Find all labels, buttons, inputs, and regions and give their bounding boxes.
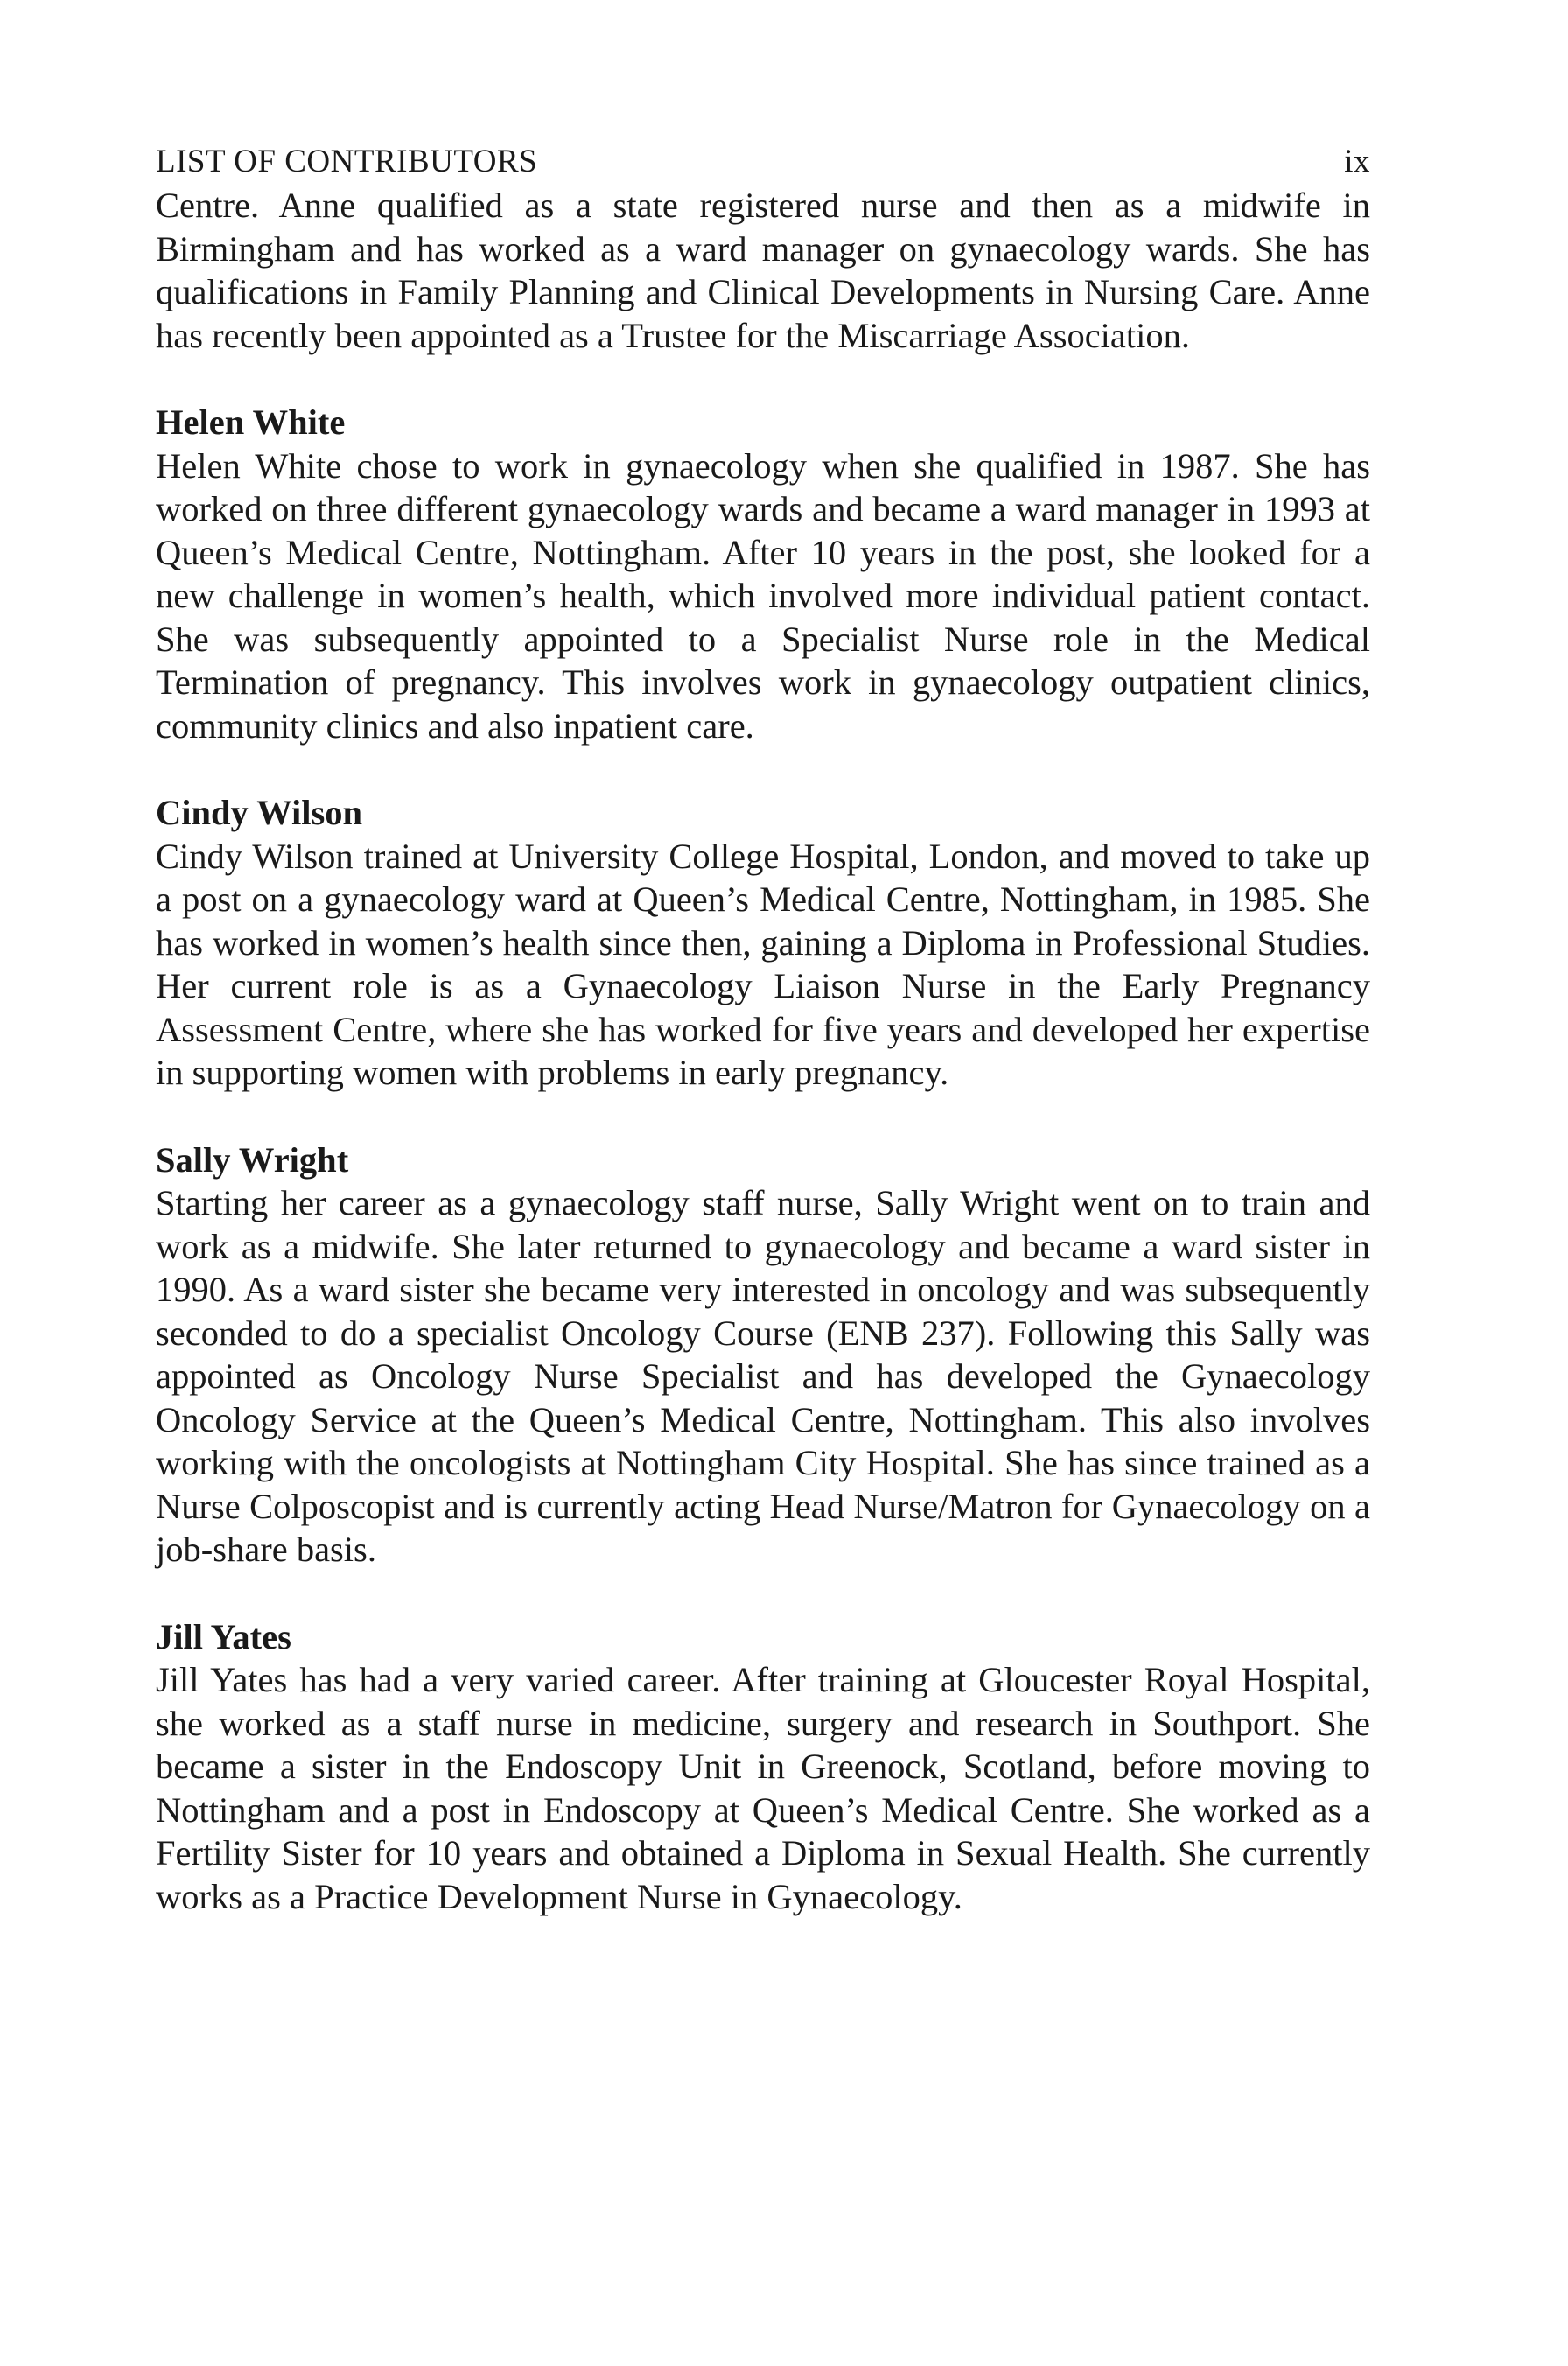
contributor-bio: Helen White chose to work in gynaecology when she qualified in 1987. She has worked on three different gynaecology wards and became a ward manager in 1993 at Queen’s Medical Centre, Nottingham. After 10 years in the post, she looked for a new challenge in women’s health, which involved more individual patient contact. She was subsequently appointed to a Specialist Nurse role in the Medical Termination of pregnancy. This involves work in gynaecology outpatient clinics, community clinics and also inpatient care. <box>156 445 1370 746</box>
running-head-title: LIST OF CONTRIBUTORS <box>156 144 538 179</box>
continuation-paragraph: Centre. Anne qualified as a state registered nurse and then as a midwife in Birmingham and has worked as a ward manager on gynaecology wards. She has qualifications in Family Planning and Clinical Developments in Nursing Care. Anne has recently been appointed as a Trustee for the Miscarriage Association. <box>156 186 1370 355</box>
page-content <box>156 140 1370 1918</box>
page-number: ix <box>1344 144 1370 179</box>
contributor-entry <box>156 1138 1370 1572</box>
contributor-entry <box>156 791 1370 1095</box>
contributor-name: Jill Yates <box>156 1616 291 1656</box>
contributor-name: Helen White <box>156 402 346 442</box>
contributor-name: Sally Wright <box>156 1139 349 1180</box>
contributor-bio: Jill Yates has had a very varied career. After training at Gloucester Royal Hospital, she worked as a staff nurse in medicine, surgery and research in Southport. She became a sister in the Endoscopy Unit in Greenock, Scotland, before moving to Nottingham and a post in Endoscopy at Queen’s Medical Centre. She worked as a Fertility Sister for 10 years and obtained a Diploma in Sexual Health. She currently works as a Practice Development Nurse in Gynaecology. <box>156 1660 1370 1916</box>
contributor-name: Cindy Wilson <box>156 793 362 832</box>
contributor-bio: Starting her career as a gynaecology staff nurse, Sally Wright went on to train and work as a midwife. She later returned to gynaecology and became a ward sister in 1990. As a ward sister she became very interested in oncology and was subsequently seconded to do a specialist Oncology Course (ENB 237). Following this Sally was appointed as Oncology Nurse Specialist and has developed the Gynaecology Oncology Service at the Queen’s Medical Centre, Nottingham. This also involves working with the oncologists at Nottingham City Hospital. She has since trained as a Nurse Colposcopist and is currently acting Head Nurse/Matron for Gynaecology on a job-share basis. <box>156 1183 1370 1569</box>
contributor-bio: Cindy Wilson trained at University College Hospital, London, and moved to take up a post on a gynaecology ward at Queen’s Medical Centre, Nottingham, in 1985. She has worked in women’s health since then, gaining a Diploma in Professional Studies. Her current role is as a Gynaecology Liaison Nurse in the Early Pregnancy Assessment Centre, where she has worked for five years and developed her expertise in supporting women with problems in early pregnancy. <box>156 836 1370 1092</box>
contributor-entry <box>156 1615 1370 1919</box>
contributor-entry <box>156 401 1370 747</box>
running-head <box>156 140 1370 184</box>
